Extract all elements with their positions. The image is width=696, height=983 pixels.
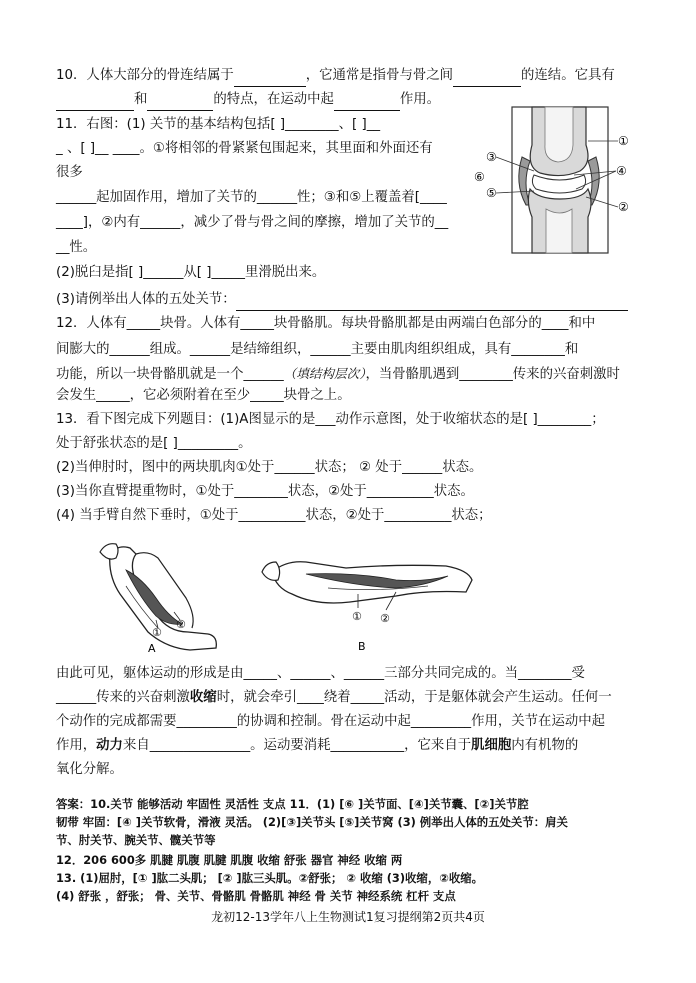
summary-bold: 收缩	[189, 690, 217, 705]
joint-diagram	[470, 105, 640, 255]
blank	[147, 90, 213, 111]
summary-text: ______传来的兴奋刺激	[56, 690, 190, 705]
q13-line-5: (4) 当手臂自然下垂时，①处于__________状态，②处于__________状态；	[56, 508, 492, 523]
q13-line-1: 13．看下图完成下列题目：(1)A图显示的是___动作示意图，处于收缩状态的是[ ]________；	[56, 412, 605, 427]
label-2: ②	[618, 200, 629, 214]
arm-outline-a	[110, 547, 217, 650]
fig-b-label-2: ②	[380, 612, 390, 625]
summary-bold: 动力	[96, 738, 123, 753]
q11-line-6: __性。	[56, 240, 97, 255]
blank	[453, 66, 521, 87]
fig-a-label-2: ②	[176, 618, 186, 631]
q11-text: (3)请例举出人体的五处关节：	[56, 292, 236, 307]
q12-text: 功能，所以一块骨骼肌就是一个______	[56, 367, 284, 382]
blank	[234, 66, 306, 87]
q11-line-3: 很多	[56, 165, 83, 180]
blank	[56, 90, 134, 111]
answers-line-4: 12．206 600多 肌腱 肌腹 肌腱 肌腹 收缩 舒张 器官 神经 收缩 两	[56, 853, 403, 867]
summary-text: 作用，	[56, 738, 97, 753]
blank	[236, 290, 628, 311]
q12-line-1: 12．人体有_____块骨。人体有_____块骨骼肌。每块骨骼肌都是由两端白色部分的____和中	[56, 316, 596, 331]
q11-line-4: ______起加固作用，增加了关节的______性；③和⑤上覆盖着[____	[56, 190, 447, 205]
q11-line-8	[56, 290, 628, 311]
q12-line-4: 会发生_____，它必须附着在至少_____块骨之上。	[56, 388, 351, 403]
q10-text: 的连结。它具有	[521, 68, 615, 83]
q12-line-2: 间膨大的______组成。______是结缔组织，______主要由肌肉组织组成，具有________和	[56, 342, 579, 357]
fig-a-caption: A	[148, 642, 156, 655]
q10-text: 10．人体大部分的骨连结属于	[56, 68, 234, 83]
answers-line-5: 13. (1)屈肘，[① ]肱二头肌； [② ]肱三头肌。②舒张； ② 收缩 (3)收缩，②收缩。	[56, 871, 484, 885]
q13-line-2: 处于舒张状态的是[ ]_________。	[56, 436, 252, 451]
fig-b-label-1: ①	[352, 610, 362, 623]
figure-a-flexed-arm	[100, 544, 216, 655]
summary-line-4	[56, 736, 578, 756]
label-3: ③	[486, 150, 497, 164]
upper-bone-marrow	[545, 107, 573, 162]
summary-text: 内有机物的	[511, 738, 579, 753]
blank	[334, 90, 400, 111]
q11-line-5: ____]，②内有______，减少了骨与骨之间的摩擦，增加了关节的__	[56, 215, 449, 230]
q10-text: 的特点，在运动中起	[213, 92, 334, 107]
q12-line-3	[56, 364, 620, 385]
q12-text: ，当骨骼肌遇到________传来的兴奋刺激时	[365, 367, 620, 382]
q11-line-2: _ 、[ ]__ ____。①将相邻的骨紧紧包围起来，其里面和外面还有	[56, 141, 433, 156]
q10-text: 和	[134, 92, 148, 107]
summary-line-3: 个动作的完成都需要_________的协调和控制。骨在运动中起_________作用，关节在运动中起	[56, 714, 606, 729]
q13-line-4: (3)当你直臂提重物时，①处于________状态，②处于__________状态。	[56, 484, 474, 499]
answers-line-1: 答案：10.关节 能够活动 牢固性 灵活性 支点 11．(1) [⑥ ]关节面、[④]关节囊、[②]关节腔	[56, 797, 529, 811]
figure-b-extended-arm	[262, 562, 472, 653]
label-5: ⑤	[486, 186, 497, 200]
q10-text: ，它通常是指骨与骨之间	[305, 68, 454, 83]
fig-a-label-1: ①	[152, 626, 162, 639]
summary-line-1: 由此可见，躯体运动的形成是由_____、______、______三部分共同完成的。当________受	[56, 666, 585, 681]
answers-line-2: 韧带 牢固：[④ ]关节软骨，滑液 灵活。 (2)[③]关节头 [⑤]关节窝 (3) 例举出人体的五处关节：肩关	[56, 815, 568, 829]
q10-line-1	[56, 66, 615, 87]
q12-note: （填结构层次）	[283, 366, 366, 381]
q10-line-2	[56, 90, 440, 111]
hand-b	[262, 562, 280, 580]
answers-line-3: 节、肘关节、腕关节、髋关节等	[56, 833, 216, 847]
arm-diagram	[96, 536, 476, 658]
page-footer: 龙初12-13学年八上生物测试1复习提纲第2页共4页	[211, 910, 485, 924]
answers-line-6: (4) 舒张 ，舒张； 骨、关节、骨骼肌 骨骼肌 神经 骨 关节 神经系统 杠杆 支点	[56, 889, 456, 903]
q11-line-1: 11．右图：(1) 关节的基本结构包括[ ]________、[ ]__	[56, 117, 381, 132]
lower-bone-marrow	[546, 209, 572, 253]
summary-line-2	[56, 688, 612, 708]
summary-text: 时，就会牵引____绕着_____活动，于是躯体就会产生运动。任何一	[216, 690, 612, 705]
fig-b-caption: B	[358, 640, 366, 653]
label-6: ⑥	[474, 170, 485, 184]
q13-line-3: (2)当伸肘时，图中的两块肌肉①处于______状态； ② 处于______状态。	[56, 460, 483, 475]
summary-text: 来自_______________。运动要消耗___________，它来自于	[122, 738, 472, 753]
q10-text: 作用。	[399, 92, 441, 107]
label-4: ④	[616, 164, 627, 178]
q11-line-7: (2)脱臼是指[ ]______从[ ]_____里滑脱出来。	[56, 265, 326, 280]
summary-bold: 肌细胞	[471, 738, 512, 753]
summary-line-5: 氧化分解。	[56, 762, 123, 777]
label-1: ①	[618, 134, 629, 148]
fist-a	[100, 544, 118, 559]
